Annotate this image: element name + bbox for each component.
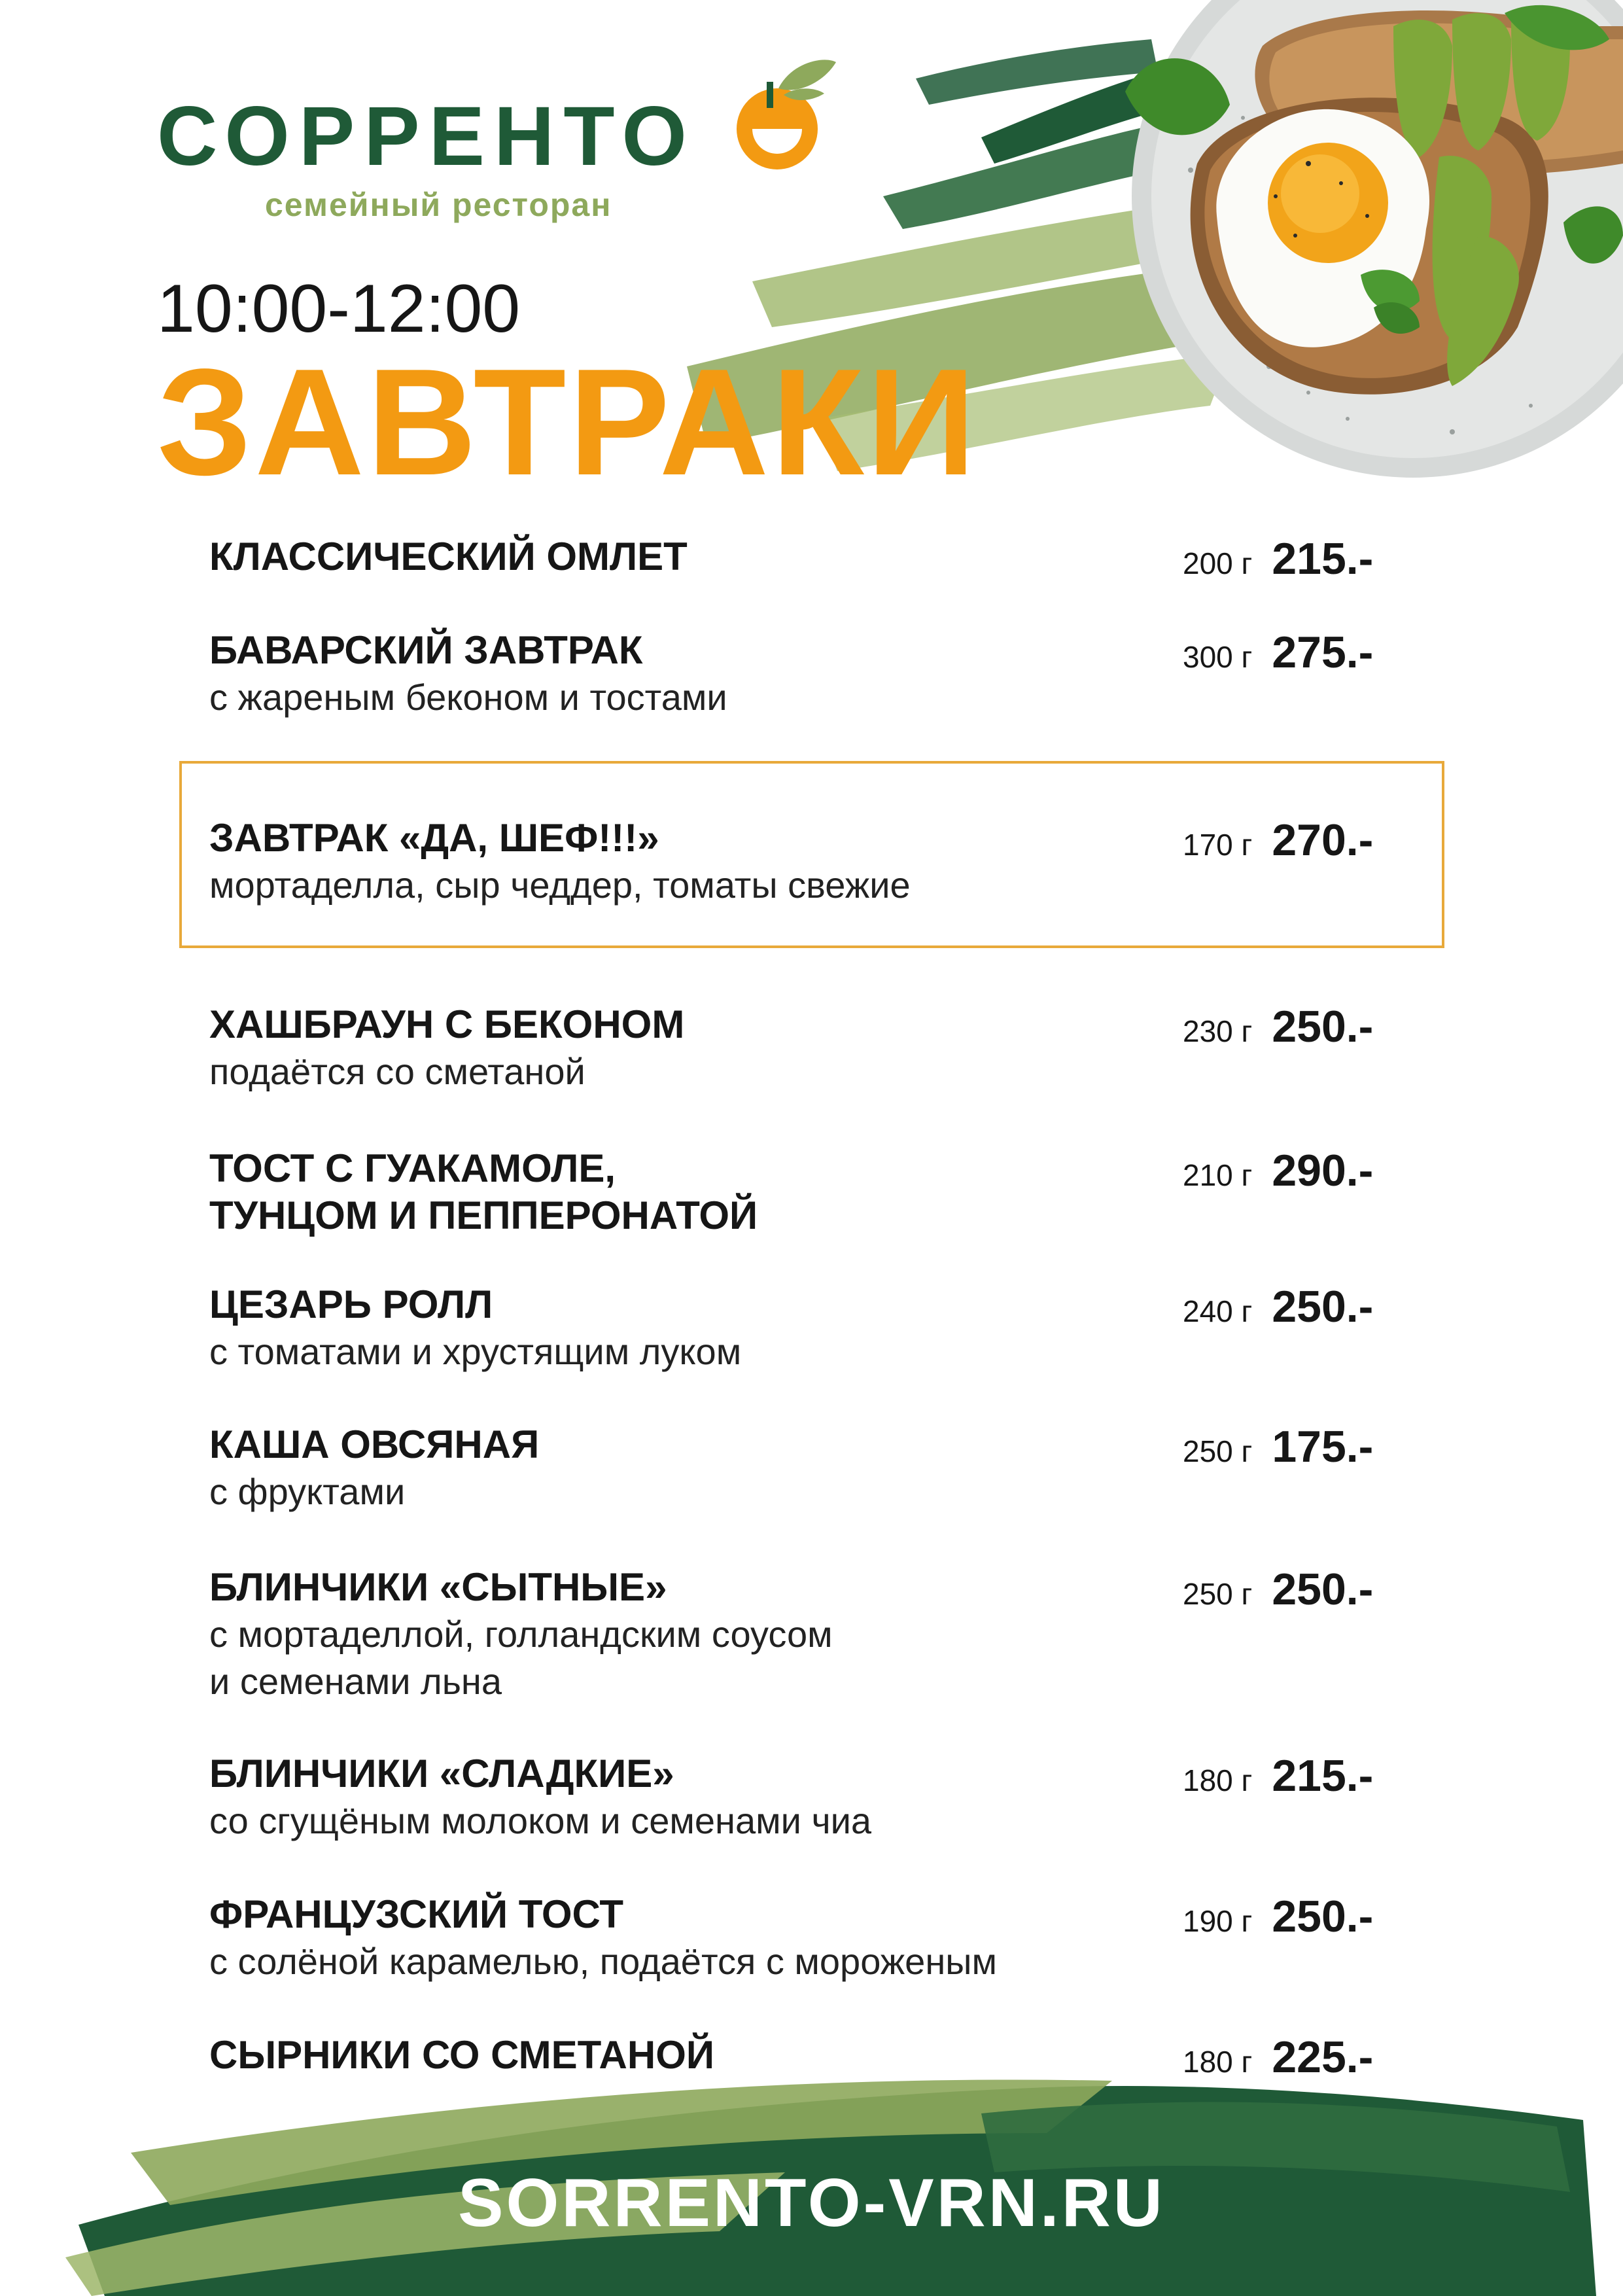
item-price: 250.- xyxy=(1272,1002,1374,1051)
item-description: мортаделла, сыр чеддер, томаты свежие xyxy=(209,864,911,906)
item-description: с мортаделлой, голландским соусом xyxy=(209,1614,833,1655)
menu-item xyxy=(209,2032,1426,2082)
logo-subtitle: семейный ресторан xyxy=(265,186,612,223)
item-price: 175.- xyxy=(1272,1422,1374,1472)
item-weight: 250 г xyxy=(1183,1577,1253,1611)
item-meta xyxy=(1183,533,1374,584)
item-meta xyxy=(1183,1281,1374,1332)
logo-wordmark: СОРРЕНТО xyxy=(157,90,696,183)
item-name: ФРАНЦУЗСКИЙ ТОСТ xyxy=(209,1892,624,1936)
item-price: 275.- xyxy=(1272,627,1374,677)
item-weight: 300 г xyxy=(1183,640,1253,674)
item-meta xyxy=(1183,1001,1374,1051)
item-price: 250.- xyxy=(1272,1282,1374,1332)
item-meta xyxy=(1183,2032,1374,2082)
item-weight: 210 г xyxy=(1183,1158,1253,1192)
item-meta xyxy=(1183,1421,1374,1472)
menu-title: ЗАВТРАКИ xyxy=(157,338,979,507)
item-price: 250.- xyxy=(1272,1564,1374,1614)
menu-item xyxy=(209,1145,1426,1239)
item-price: 215.- xyxy=(1272,1751,1374,1801)
menu-item xyxy=(209,1421,1426,1515)
item-description: с жареным беконом и тостами xyxy=(209,677,727,718)
item-price: 270.- xyxy=(1272,815,1374,865)
item-meta xyxy=(1183,1750,1374,1801)
item-description: с томатами и хрустящим луком xyxy=(209,1331,742,1372)
orange-leaf-icon xyxy=(726,56,837,180)
item-name: ТОСТ С ГУАКАМОЛЕ, xyxy=(209,1146,616,1190)
item-name: КЛАССИЧЕСКИЙ ОМЛЕТ xyxy=(209,535,688,578)
item-description: со сгущёным молоком и семенами чиа xyxy=(209,1800,872,1841)
menu-item xyxy=(209,533,1426,584)
item-name: КАША ОВСЯНАЯ xyxy=(209,1422,540,1466)
item-weight: 190 г xyxy=(1183,1904,1253,1938)
item-meta xyxy=(1183,627,1374,677)
menu-item xyxy=(209,1281,1426,1375)
item-weight: 240 г xyxy=(1183,1294,1253,1328)
serving-hours: 10:00-12:00 xyxy=(157,271,521,347)
menu-item xyxy=(209,1001,1426,1095)
item-weight: 180 г xyxy=(1183,2045,1253,2079)
item-name: ЗАВТРАК «ДА, ШЕФ!!!» xyxy=(209,816,659,860)
item-name: ЦЕЗАРЬ РОЛЛ xyxy=(209,1282,493,1326)
item-name: СЫРНИКИ СО СМЕТАНОЙ xyxy=(209,2033,715,2077)
item-price: 225.- xyxy=(1272,2032,1374,2082)
item-weight: 250 г xyxy=(1183,1434,1253,1468)
item-name: БАВАРСКИЙ ЗАВТРАК xyxy=(209,628,643,672)
item-name-line2: ТУНЦОМ И ПЕППЕРОНАТОЙ xyxy=(209,1193,758,1237)
item-description: с солёной карамелью, подаётся с мороженым xyxy=(209,1941,997,1982)
item-meta xyxy=(1183,815,1374,865)
menu-item xyxy=(209,1750,1426,1845)
item-name: БЛИНЧИКИ «СЫТНЫЕ» xyxy=(209,1565,667,1609)
item-name: БЛИНЧИКИ «СЛАДКИЕ» xyxy=(209,1752,674,1795)
item-description-line2: и семенами льна xyxy=(209,1661,502,1702)
item-description: с фруктами xyxy=(209,1471,406,1512)
item-meta xyxy=(1183,1564,1374,1614)
breakfast-photo xyxy=(1112,0,1623,484)
website-url: SORRENTO-VRN.RU xyxy=(458,2165,1165,2241)
item-meta xyxy=(1183,1891,1374,1941)
menu-item-featured xyxy=(209,815,1426,909)
item-weight: 200 г xyxy=(1183,546,1253,580)
item-meta xyxy=(1183,1145,1374,1195)
menu-item xyxy=(209,1564,1426,1705)
menu-item xyxy=(209,627,1426,721)
item-weight: 170 г xyxy=(1183,828,1253,862)
item-description: подаётся со сметаной xyxy=(209,1051,585,1092)
item-price: 250.- xyxy=(1272,1892,1374,1941)
item-price: 290.- xyxy=(1272,1146,1374,1195)
item-weight: 230 г xyxy=(1183,1014,1253,1048)
item-price: 215.- xyxy=(1272,534,1374,584)
menu-item xyxy=(209,1891,1426,1985)
item-name: ХАШБРАУН С БЕКОНОМ xyxy=(209,1002,685,1046)
item-weight: 180 г xyxy=(1183,1763,1253,1797)
